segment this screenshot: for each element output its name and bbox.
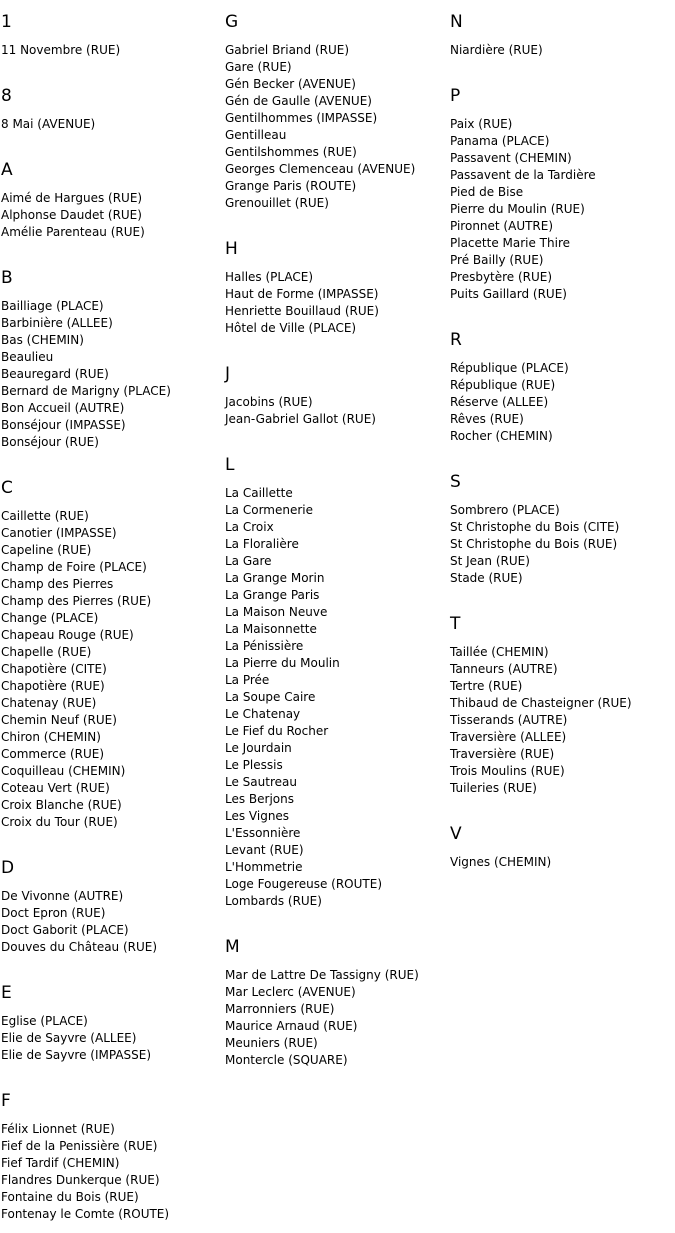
street-link[interactable]: Rocher (CHEMIN) [450,429,553,443]
street-link[interactable]: Le Plessis [225,758,283,772]
street-link[interactable]: La Croix [225,520,274,534]
street-link[interactable]: Tanneurs (AUTRE) [450,662,558,676]
street-link[interactable]: Bas (CHEMIN) [1,333,84,347]
street-link[interactable]: Traversière (RUE) [450,747,555,761]
section-spacer [1,831,223,858]
street-link[interactable]: Jacobins (RUE) [225,395,313,409]
street-link[interactable]: La Soupe Caire [225,690,316,704]
street-link[interactable]: Champ des Pierres (RUE) [1,594,152,608]
street-link[interactable]: Gare (RUE) [225,60,292,74]
street-link[interactable]: La Maison Neuve [225,605,328,619]
street-link[interactable]: Gentilshommes (RUE) [225,145,357,159]
street-link[interactable]: Capeline (RUE) [1,543,92,557]
street-link[interactable]: La Pierre du Moulin [225,656,340,670]
street-link[interactable]: Caillette (RUE) [1,509,89,523]
street-link[interactable]: Elie de Sayvre (ALLEE) [1,1031,137,1045]
street-list [1,1121,223,1223]
section-letter-heading: D [1,858,15,878]
street-list [1,298,223,451]
street-link[interactable]: Tertre (RUE) [450,679,523,693]
street-link[interactable]: Croix du Tour (RUE) [1,815,118,829]
section-spacer [450,303,672,330]
section-letter-heading: G [225,12,239,32]
street-link[interactable]: Georges Clemenceau (AVENUE) [225,162,416,176]
street-link[interactable]: République (PLACE) [450,361,569,375]
street-index-column-3 [450,12,672,871]
section-spacer [1,133,223,160]
street-link[interactable]: Félix Lionnet (RUE) [1,1122,115,1136]
street-link[interactable]: L'Essonnière [225,826,301,840]
street-link[interactable]: Le Chatenay [225,707,301,721]
street-link[interactable]: Montercle (SQUARE) [225,1053,348,1067]
letter-section [450,12,672,59]
street-link[interactable]: Presbytère (RUE) [450,270,553,284]
section-letter-heading: S [450,472,461,492]
section-spacer [1,451,223,478]
street-link[interactable]: Fontenay le Comte (ROUTE) [1,1207,170,1221]
section-spacer [450,59,672,86]
street-link[interactable]: La Grange Paris [225,588,320,602]
street-list [450,644,672,797]
street-link[interactable]: Thibaud de Chasteigner (RUE) [450,696,632,710]
street-link[interactable]: Gén Becker (AVENUE) [225,77,356,91]
street-list [225,485,447,910]
letter-section [225,12,447,212]
street-list [225,394,447,428]
street-link[interactable]: Bernard de Marigny (PLACE) [1,384,171,398]
street-link[interactable]: 8 Mai (AVENUE) [1,117,96,131]
street-link[interactable]: Chapotière (RUE) [1,679,105,693]
street-link[interactable]: St Christophe du Bois (CITE) [450,520,620,534]
street-link[interactable]: Placette Marie Thire [450,236,571,250]
street-link[interactable]: Paix (RUE) [450,117,513,131]
letter-section [450,472,672,587]
street-link[interactable]: La Maisonnette [225,622,317,636]
section-spacer [225,212,447,239]
street-link[interactable]: Bailliage (PLACE) [1,299,104,313]
street-link[interactable]: Sombrero (PLACE) [450,503,560,517]
section-spacer [1,1064,223,1091]
letter-section [1,12,223,59]
section-letter-heading: C [1,478,13,498]
street-link[interactable]: Jean-Gabriel Gallot (RUE) [225,412,376,426]
street-link[interactable]: St Jean (RUE) [450,554,530,568]
section-spacer [225,428,447,455]
street-list [1,42,223,59]
letter-section [1,160,223,241]
section-letter-heading: H [225,239,238,259]
street-link[interactable]: Fief de la Penissière (RUE) [1,1139,158,1153]
letter-section [1,268,223,451]
section-letter-heading: P [450,86,461,106]
section-letter-heading: N [450,12,463,32]
street-link[interactable]: Change (PLACE) [1,611,99,625]
street-link[interactable]: Beaulieu [1,350,54,364]
street-link[interactable]: La Pénissière [225,639,304,653]
street-link[interactable]: Les Berjons [225,792,295,806]
street-list [450,854,672,871]
street-link[interactable]: Amélie Parenteau (RUE) [1,225,145,239]
street-link[interactable]: Levant (RUE) [225,843,304,857]
street-link[interactable]: Le Jourdain [225,741,292,755]
section-letter-heading: R [450,330,462,350]
street-link[interactable]: Alphonse Daudet (RUE) [1,208,142,222]
street-list [1,116,223,133]
street-link[interactable]: Grange Paris (ROUTE) [225,179,357,193]
section-spacer [225,910,447,937]
section-spacer [450,445,672,472]
street-link[interactable]: La Floralière [225,537,299,551]
street-link[interactable]: Le Fief du Rocher [225,724,329,738]
street-link[interactable]: Chatenay (RUE) [1,696,97,710]
street-link[interactable]: Coquilleau (CHEMIN) [1,764,126,778]
section-spacer [450,797,672,824]
street-link[interactable]: Doct Gaborit (PLACE) [1,923,129,937]
street-list [450,116,672,303]
street-index-column-1 [1,12,223,1223]
street-link[interactable]: Puits Gaillard (RUE) [450,287,567,301]
street-link[interactable]: Flandres Dunkerque (RUE) [1,1173,160,1187]
street-link[interactable]: Chapeau Rouge (RUE) [1,628,134,642]
section-letter-heading: 8 [1,86,12,106]
letter-section [1,478,223,831]
street-link[interactable]: 11 Novembre (RUE) [1,43,121,57]
street-link[interactable]: Aimé de Hargues (RUE) [1,191,143,205]
street-link[interactable]: L'Hommetrie [225,860,303,874]
street-link[interactable]: Champ de Foire (PLACE) [1,560,147,574]
street-link[interactable]: Loge Fougereuse (ROUTE) [225,877,383,891]
street-list [1,1013,223,1064]
street-link[interactable]: La Prée [225,673,270,687]
street-link[interactable]: Haut de Forme (IMPASSE) [225,287,379,301]
street-link[interactable]: Traversière (ALLEE) [450,730,567,744]
street-link[interactable]: Eglise (PLACE) [1,1014,88,1028]
street-link[interactable]: Mar de Lattre De Tassigny (RUE) [225,968,419,982]
street-link[interactable]: De Vivonne (AUTRE) [1,889,124,903]
street-link[interactable]: Henriette Bouillaud (RUE) [225,304,379,318]
street-list [225,269,447,337]
street-link[interactable]: Doct Epron (RUE) [1,906,106,920]
section-spacer [225,337,447,364]
letter-section [225,364,447,428]
street-link[interactable]: Chapotière (CITE) [1,662,107,676]
section-letter-heading: 1 [1,12,12,32]
letter-section [1,1091,223,1223]
street-link[interactable]: Bonséjour (RUE) [1,435,99,449]
section-letter-heading: L [225,455,235,475]
street-link[interactable]: Marronniers (RUE) [225,1002,335,1016]
letter-section [225,239,447,337]
street-link[interactable]: La Gare [225,554,272,568]
street-link[interactable]: Barbinière (ALLEE) [1,316,113,330]
street-link[interactable]: Passavent de la Tardière [450,168,596,182]
street-link[interactable]: Douves du Château (RUE) [1,940,158,954]
letter-section [225,455,447,910]
section-letter-heading: E [1,983,12,1003]
street-list [450,42,672,59]
section-letter-heading: F [1,1091,11,1111]
section-letter-heading: M [225,937,240,957]
street-link[interactable]: Pied de Bise [450,185,524,199]
street-link[interactable]: Vignes (CHEMIN) [450,855,552,869]
street-link[interactable]: Fontaine du Bois (RUE) [1,1190,139,1204]
letter-section [1,86,223,133]
street-list [1,888,223,956]
letter-section [1,983,223,1064]
section-spacer [450,587,672,614]
street-link[interactable]: Lombards (RUE) [225,894,322,908]
street-index-column-2 [225,12,447,1069]
street-link[interactable]: Grenouillet (RUE) [225,196,329,210]
street-list [1,190,223,241]
street-link[interactable]: Champ des Pierres [1,577,114,591]
street-link[interactable]: Pironnet (AUTRE) [450,219,554,233]
street-link[interactable]: Taillée (CHEMIN) [450,645,549,659]
section-letter-heading: A [1,160,13,180]
section-letter-heading: V [450,824,462,844]
letter-section [450,330,672,445]
street-link[interactable]: Passavent (CHEMIN) [450,151,572,165]
street-link[interactable]: Gén de Gaulle (AVENUE) [225,94,372,108]
street-link[interactable]: La Cormenerie [225,503,314,517]
street-link[interactable]: Le Sautreau [225,775,297,789]
street-link[interactable]: Hôtel de Ville (PLACE) [225,321,357,335]
street-link[interactable]: Rêves (RUE) [450,412,524,426]
street-link[interactable]: Trois Moulins (RUE) [450,764,565,778]
street-list [450,502,672,587]
street-link[interactable]: Beauregard (RUE) [1,367,109,381]
street-link[interactable]: Chemin Neuf (RUE) [1,713,117,727]
street-link[interactable]: Bonséjour (IMPASSE) [1,418,126,432]
street-link[interactable]: St Christophe du Bois (RUE) [450,537,618,551]
section-letter-heading: B [1,268,13,288]
street-link[interactable]: La Caillette [225,486,293,500]
street-link[interactable]: Gabriel Briand (RUE) [225,43,350,57]
section-letter-heading: J [225,364,231,384]
letter-section [225,937,447,1069]
street-link[interactable]: Panama (PLACE) [450,134,550,148]
street-list [450,360,672,445]
letter-section [450,824,672,871]
street-link[interactable]: Elie de Sayvre (IMPASSE) [1,1048,152,1062]
section-letter-heading: T [450,614,461,634]
street-link[interactable]: Pierre du Moulin (RUE) [450,202,585,216]
street-link[interactable]: Bon Accueil (AUTRE) [1,401,125,415]
street-link[interactable]: Gentilhommes (IMPASSE) [225,111,378,125]
section-spacer [1,241,223,268]
street-link[interactable]: Chiron (CHEMIN) [1,730,101,744]
street-link[interactable]: Maurice Arnaud (RUE) [225,1019,358,1033]
street-link[interactable]: Les Vignes [225,809,290,823]
street-link[interactable]: Pré Bailly (RUE) [450,253,544,267]
street-link[interactable]: Canotier (IMPASSE) [1,526,117,540]
street-list [1,508,223,831]
street-list [225,967,447,1069]
street-link[interactable]: Tisserands (AUTRE) [450,713,568,727]
street-link[interactable]: Meuniers (RUE) [225,1036,318,1050]
street-link[interactable]: Mar Leclerc (AVENUE) [225,985,356,999]
street-link[interactable]: La Grange Morin [225,571,325,585]
street-link[interactable]: Tuileries (RUE) [450,781,537,795]
street-link[interactable]: Commerce (RUE) [1,747,105,761]
letter-section [1,858,223,956]
street-link[interactable]: Halles (PLACE) [225,270,314,284]
street-link[interactable]: Stade (RUE) [450,571,523,585]
street-link[interactable]: Croix Blanche (RUE) [1,798,122,812]
street-link[interactable]: République (RUE) [450,378,556,392]
street-link[interactable]: Chapelle (RUE) [1,645,92,659]
street-link[interactable]: Niardière (RUE) [450,43,543,57]
street-link[interactable]: Gentilleau [225,128,287,142]
section-spacer [1,59,223,86]
street-list [225,42,447,212]
street-link[interactable]: Réserve (ALLEE) [450,395,549,409]
section-spacer [1,956,223,983]
street-link[interactable]: Fief Tardif (CHEMIN) [1,1156,120,1170]
letter-section [450,86,672,303]
street-link[interactable]: Coteau Vert (RUE) [1,781,110,795]
letter-section [450,614,672,797]
